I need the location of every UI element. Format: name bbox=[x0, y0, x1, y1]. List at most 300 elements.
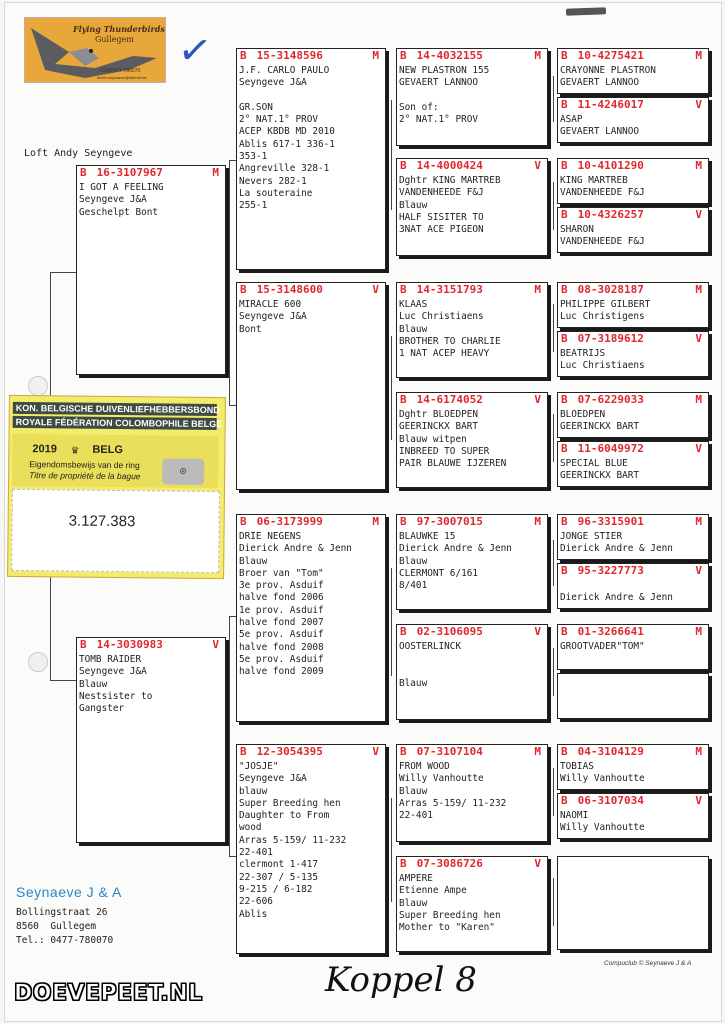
pigeon-box bbox=[396, 48, 548, 146]
pigeon-detail-line: CLERMONT 6/161 bbox=[399, 567, 479, 579]
ring-number bbox=[558, 283, 708, 297]
ring-code: 14-4000424 bbox=[416, 159, 483, 172]
ring-number bbox=[397, 625, 547, 639]
ring-number bbox=[558, 49, 708, 63]
sex-marker: M bbox=[695, 515, 702, 528]
watermark: DOEVEPEET.NL bbox=[14, 981, 203, 1006]
ring-prefix: B bbox=[561, 625, 568, 638]
pigeon-detail-line: SHARON bbox=[560, 224, 594, 235]
pigeon-detail-line: BLOEDPEN bbox=[560, 409, 606, 420]
pigeon-detail-line: 2° NAT.1° PROV bbox=[399, 114, 479, 126]
pigeon-detail-line: halve fond 2007 bbox=[239, 617, 324, 629]
ring-prefix: B bbox=[240, 49, 247, 62]
pigeon-details bbox=[560, 641, 706, 653]
pigeon-detail-line: 22-401 bbox=[239, 847, 273, 859]
pigeon-details bbox=[399, 299, 545, 360]
pigeon-details bbox=[560, 409, 706, 434]
ring-number bbox=[237, 515, 385, 529]
sex-marker: M bbox=[534, 49, 541, 62]
pigeon-detail-line: 5e prov. Asduif bbox=[239, 653, 324, 665]
certificate-country: BELG bbox=[92, 443, 124, 457]
sex-marker: M bbox=[695, 283, 702, 296]
ring-number bbox=[237, 745, 385, 759]
connector-line bbox=[553, 540, 554, 586]
ring-code: 11-6049972 bbox=[577, 442, 644, 455]
pigeon-detail-line: Nestsister to bbox=[79, 690, 153, 702]
sex-marker: M bbox=[695, 159, 702, 172]
ring-prefix: B bbox=[561, 49, 568, 62]
pigeon-detail-line: Blauw bbox=[399, 199, 428, 211]
pigeon-detail-line: KLAAS bbox=[399, 299, 428, 310]
ring-code: 10-4101290 bbox=[577, 159, 644, 172]
connector-line bbox=[553, 648, 554, 696]
ring-number bbox=[558, 442, 708, 456]
pigeon-detail-line: Super Breeding hen bbox=[399, 909, 501, 921]
pigeon-box bbox=[557, 331, 709, 377]
ring-code: 10-4326257 bbox=[577, 208, 644, 221]
pigeon-detail-line bbox=[399, 666, 545, 678]
pigeon-detail-line: clermont 1-417 bbox=[239, 859, 319, 871]
ring-code: 06-3107034 bbox=[577, 794, 644, 807]
pigeon-detail-line: La souteraine bbox=[239, 187, 313, 199]
ring-number bbox=[397, 49, 547, 63]
sex-marker: V bbox=[695, 564, 702, 577]
federation-name-nl: KON. BELGISCHE DUIVENLIEFHEBBERSBOND bbox=[13, 402, 217, 416]
ring-prefix: B bbox=[561, 393, 568, 406]
sex-marker: V bbox=[372, 283, 379, 296]
ring-prefix: B bbox=[561, 564, 568, 577]
pigeon-detail-line: PAIR BLAUWE IJZEREN bbox=[399, 458, 507, 470]
pigeon-box bbox=[557, 441, 709, 487]
pigeon-detail-line: 3NAT ACE PIGEON bbox=[399, 224, 484, 236]
ring-code: 95-3227773 bbox=[577, 564, 644, 577]
pigeon-details bbox=[239, 299, 383, 336]
ring-prefix: B bbox=[561, 332, 568, 345]
ring-code: 07-3086726 bbox=[416, 857, 483, 870]
ring-number bbox=[237, 49, 385, 63]
pigeon-detail-line: Arras 5-159/ 11-232 bbox=[399, 797, 507, 809]
ring-prefix: B bbox=[400, 283, 407, 296]
pigeon-box bbox=[557, 856, 709, 950]
pigeon-detail-line: VANDENHEEDE F&J bbox=[560, 187, 645, 199]
ring-prefix: B bbox=[400, 745, 407, 758]
logo-phone: +32(0)477-780070 bbox=[99, 68, 141, 74]
ring-code: 01-3266641 bbox=[577, 625, 644, 638]
pigeon-details bbox=[79, 654, 223, 715]
pigeon-detail-line: 3e prov. Asduif bbox=[239, 580, 324, 592]
ring-prefix: B bbox=[400, 857, 407, 870]
crown-icon: ♛ bbox=[71, 442, 79, 457]
pigeon-detail-line: J.F. CARLO PAULO bbox=[239, 65, 330, 76]
pigeon-detail-line: Super Breeding hen bbox=[239, 797, 341, 809]
ring-number bbox=[558, 98, 708, 112]
pigeon-detail-line: Blauw bbox=[399, 785, 428, 797]
pigeon-box bbox=[557, 563, 709, 609]
certificate-text-nl: Eigendomsbewijs van de ring bbox=[29, 459, 140, 471]
pigeon-box bbox=[557, 514, 709, 560]
pigeon-detail-line: 22-606 bbox=[239, 896, 273, 908]
pigeon-details bbox=[560, 299, 706, 324]
pigeon-detail-line: Blauw bbox=[239, 555, 268, 567]
pigeon-detail-line: MIRACLE 600 bbox=[239, 299, 302, 310]
ring-code: 14-3030983 bbox=[96, 638, 163, 651]
pigeon-detail-line: 22-307 / 5-135 bbox=[239, 871, 319, 883]
owner-name: Seynaeve J & A bbox=[16, 884, 122, 900]
connector-line bbox=[50, 272, 76, 273]
pigeon-details bbox=[560, 224, 706, 249]
pigeon-detail-line: NEW PLASTRON 155 bbox=[399, 65, 490, 76]
sex-marker: V bbox=[534, 857, 541, 870]
ring-prefix: B bbox=[80, 638, 87, 651]
pigeon-details bbox=[560, 810, 706, 835]
sex-marker: V bbox=[212, 638, 219, 651]
ring-prefix: B bbox=[561, 98, 568, 111]
ring-number bbox=[558, 745, 708, 759]
sex-marker: M bbox=[212, 166, 219, 179]
sex-marker: M bbox=[372, 515, 379, 528]
connector-line bbox=[553, 76, 554, 122]
punch-hole bbox=[28, 376, 48, 396]
ring-code: 07-3107104 bbox=[416, 745, 483, 758]
pigeon-box bbox=[557, 207, 709, 253]
pigeon-detail-line: HALF SISITER TO bbox=[399, 211, 484, 223]
pigeon-box bbox=[76, 165, 226, 375]
ring-code: 07-6229033 bbox=[577, 393, 644, 406]
ring-code: 04-3104129 bbox=[577, 745, 644, 758]
pigeon-detail-line: Dierick Andre & Jenn bbox=[239, 543, 352, 555]
pigeon-detail-line: ACEP KBDB MD 2010 bbox=[239, 126, 335, 138]
punch-hole bbox=[28, 652, 48, 672]
connector-line bbox=[229, 405, 236, 406]
pigeon-detail-line: GEVAERT LANNOO bbox=[560, 77, 640, 89]
pigeon-detail-line: 255-1 bbox=[239, 200, 268, 212]
sex-marker: M bbox=[695, 625, 702, 638]
pigeon-detail-line: KING MARTREB bbox=[560, 175, 628, 186]
connector-line bbox=[229, 160, 230, 405]
pigeon-box bbox=[76, 637, 226, 843]
connector-line bbox=[229, 616, 236, 617]
pigeon-details bbox=[560, 458, 706, 483]
pigeon-detail-line: GEERINCKX BART bbox=[560, 421, 640, 433]
pigeon-detail-line: Seyngeve J&A bbox=[239, 773, 307, 785]
pigeon-box bbox=[557, 793, 709, 839]
ring-prefix: B bbox=[561, 442, 568, 455]
pigeon-detail-line: GROOTVADER"TOM" bbox=[560, 641, 645, 652]
pigeon-box bbox=[236, 282, 386, 490]
sex-marker: V bbox=[534, 159, 541, 172]
pigeon-box bbox=[396, 392, 548, 488]
connector-line bbox=[229, 616, 230, 856]
pigeon-details bbox=[560, 761, 706, 786]
ring-prefix: B bbox=[240, 515, 247, 528]
pigeon-details bbox=[239, 65, 383, 213]
ownership-certificate bbox=[7, 395, 226, 579]
logo-name: Flying Thunderbirds bbox=[73, 24, 165, 34]
pigeon-detail-line: Dierick Andre & Jenn bbox=[399, 543, 512, 555]
pigeon-detail-line: Willy Vanhoutte bbox=[560, 773, 645, 785]
ring-prefix: B bbox=[561, 515, 568, 528]
pigeon-detail-line: GEERINCKX BART bbox=[560, 470, 640, 482]
pigeon-detail-line: Angreville 328-1 bbox=[239, 163, 330, 175]
certificate-number: 3.127.383 bbox=[68, 512, 136, 531]
pigeon-detail-line: Seyngeve J&A bbox=[79, 666, 147, 678]
owner-address: Bollingstraat 26 8560 Gullegem Tel.: 0477-780070 bbox=[16, 907, 114, 946]
sex-marker: V bbox=[534, 625, 541, 638]
sex-marker: V bbox=[695, 332, 702, 345]
connector-line bbox=[553, 304, 554, 352]
connector-line bbox=[391, 100, 392, 210]
pigeon-box bbox=[236, 48, 386, 270]
pigeon-detail-line: BEATRIJS bbox=[560, 348, 606, 359]
pigeon-details bbox=[399, 873, 545, 934]
loft-label: Loft Andy Seyngeve bbox=[24, 148, 133, 159]
pigeon-box bbox=[396, 624, 548, 720]
pigeon-details bbox=[560, 348, 706, 373]
ring-number bbox=[397, 857, 547, 871]
pigeon-detail-line: NAOMI bbox=[560, 810, 589, 821]
pigeon-detail-line: halve fond 2009 bbox=[239, 666, 324, 678]
pigeon-detail-line: Blauw witpen bbox=[399, 433, 467, 445]
pigeon-detail-line: halve fond 2006 bbox=[239, 592, 324, 604]
pigeon-box bbox=[557, 97, 709, 143]
ring-code: 16-3107967 bbox=[96, 166, 163, 179]
ring-code: 14-6174052 bbox=[416, 393, 483, 406]
connector-line bbox=[553, 768, 554, 816]
pigeon-details bbox=[560, 65, 706, 90]
pigeon-box bbox=[557, 392, 709, 438]
pigeon-detail-line: Ablis bbox=[239, 908, 268, 920]
connector-line bbox=[391, 336, 392, 440]
pigeon-detail-line: SPECIAL BLUE bbox=[560, 458, 628, 469]
pigeon-box bbox=[557, 158, 709, 204]
pigeon-detail-line: Blauw bbox=[399, 323, 428, 335]
pigeon-detail-line: blauw bbox=[239, 785, 268, 797]
pigeon-detail-line: Geschelpt Bont bbox=[79, 206, 159, 218]
pigeon-detail-line: Seyngeve J&A bbox=[239, 77, 307, 89]
sex-marker: V bbox=[695, 208, 702, 221]
ring-code: 97-3007015 bbox=[416, 515, 483, 528]
ring-prefix: B bbox=[400, 515, 407, 528]
ring-number bbox=[397, 745, 547, 759]
pigeon-details bbox=[399, 175, 545, 236]
pigeon-detail-line: Broer van "Tom" bbox=[239, 567, 324, 579]
pigeon-detail-line: GEVAERT LANNOO bbox=[399, 77, 479, 89]
ring-number bbox=[397, 283, 547, 297]
pigeon-detail-line: Dierick Andre & Jenn bbox=[560, 592, 673, 604]
pigeon-detail-line: Arras 5-159/ 11-232 bbox=[239, 834, 347, 846]
ring-number bbox=[558, 208, 708, 222]
connector-line bbox=[553, 878, 554, 926]
pigeon-detail-line: 9-215 / 6-182 bbox=[239, 883, 313, 895]
pigeon-details bbox=[239, 531, 383, 679]
sex-marker: V bbox=[372, 745, 379, 758]
pigeon-detail-line: FROM WOOD bbox=[399, 761, 450, 772]
sex-marker: V bbox=[695, 98, 702, 111]
loft-logo bbox=[24, 17, 166, 83]
pigeon-details bbox=[239, 761, 383, 921]
federation-name-fr: ROYALE FÉDÉRATION COLOMBOPHILE BELGE bbox=[13, 416, 217, 430]
pigeon-box bbox=[396, 158, 548, 256]
pigeon-detail-line: Blauw bbox=[399, 897, 428, 909]
ring-code: 15-3148596 bbox=[256, 49, 323, 62]
ring-code: 08-3028187 bbox=[577, 283, 644, 296]
connector-line bbox=[229, 160, 236, 161]
pigeon-detail-line: Dghtr KING MARTREB bbox=[399, 175, 501, 186]
pigeon-detail-line: Luc Christigens bbox=[560, 311, 645, 323]
ring-code: 10-4275421 bbox=[577, 49, 644, 62]
pigeon-detail-line: Blauw bbox=[399, 555, 428, 567]
pigeon-details bbox=[399, 761, 545, 822]
certificate-year: 2019 bbox=[32, 443, 57, 456]
pigeon-detail-line: 5e prov. Asduif bbox=[239, 629, 324, 641]
connector-line bbox=[553, 414, 554, 462]
pigeon-detail-line: Willy Vanhoutte bbox=[560, 822, 645, 834]
pigeon-box bbox=[557, 48, 709, 94]
ring-code: 14-4032155 bbox=[416, 49, 483, 62]
pigeon-detail-line: CRAYONNE PLASTRON bbox=[560, 65, 656, 76]
ring-number bbox=[558, 332, 708, 346]
pigeon-detail-line: VANDENHEEDE F&J bbox=[399, 187, 484, 199]
pigeon-detail-line bbox=[399, 653, 545, 665]
pigeon-detail-line: AMPERE bbox=[399, 873, 433, 884]
sex-marker: V bbox=[695, 442, 702, 455]
pigeon-box bbox=[557, 282, 709, 328]
ring-number bbox=[558, 515, 708, 529]
logo-city: Gullegem bbox=[95, 35, 134, 44]
connector-line bbox=[391, 798, 392, 902]
pigeon-detail-line: GEERINCKX BART bbox=[399, 421, 479, 433]
sex-marker: M bbox=[372, 49, 379, 62]
ring-number bbox=[237, 283, 385, 297]
pigeon-box bbox=[557, 624, 709, 670]
pigeon-details bbox=[399, 531, 545, 592]
ring-code: 96-3315901 bbox=[577, 515, 644, 528]
compuclub-credit: Compuclub © Seynaeve J & A bbox=[604, 960, 692, 967]
pigeon-detail-line: Dghtr BLOEDPEN bbox=[399, 409, 479, 420]
ring-prefix: B bbox=[400, 393, 407, 406]
pigeon-details bbox=[560, 580, 706, 605]
ring-number bbox=[558, 674, 708, 688]
pigeon-box bbox=[557, 744, 709, 790]
ring-prefix: B bbox=[240, 283, 247, 296]
pigeon-box bbox=[236, 514, 386, 722]
pigeon-detail-line: INBREED TO SUPER bbox=[399, 445, 490, 457]
pigeon-box bbox=[557, 673, 709, 719]
pigeon-detail-line: 8/401 bbox=[399, 580, 428, 592]
pigeon-box bbox=[396, 514, 548, 610]
pigeon-detail-line: Blauw bbox=[399, 677, 428, 689]
federation-emblem-icon: ◎ bbox=[162, 458, 204, 484]
ring-code: 12-3054395 bbox=[256, 745, 323, 758]
pigeon-detail-line: Blauw bbox=[79, 678, 108, 690]
pigeon-box bbox=[396, 856, 548, 952]
pigeon-details bbox=[79, 182, 223, 219]
pigeon-box bbox=[396, 744, 548, 842]
certificate-text-fr: Titre de propriété de la bague bbox=[29, 470, 141, 482]
pigeon-detail-line: TOMB RAIDER bbox=[79, 654, 142, 665]
ring-prefix: B bbox=[80, 166, 87, 179]
ring-code: 07-3189612 bbox=[577, 332, 644, 345]
pigeon-detail-line: JONGE STIER bbox=[560, 531, 623, 542]
ring-prefix: B bbox=[561, 283, 568, 296]
pigeon-detail-line: Bont bbox=[239, 323, 262, 335]
pigeon-detail-line: Mother to "Karen" bbox=[399, 922, 495, 934]
pigeon-detail-line bbox=[399, 90, 545, 102]
pigeon-detail-line: BLAUWKE 15 bbox=[399, 531, 456, 542]
pigeon-detail-line: Luc Christiaens bbox=[399, 311, 484, 323]
ring-number bbox=[77, 638, 225, 652]
sex-marker: M bbox=[695, 393, 702, 406]
pigeon-detail-line: TOBIAS bbox=[560, 761, 594, 772]
pigeon-details bbox=[399, 65, 545, 126]
ring-number bbox=[558, 857, 708, 871]
sex-marker: M bbox=[534, 283, 541, 296]
pigeon-detail-line: Dierick Andre & Jenn bbox=[560, 543, 673, 555]
pigeon-detail-line: Nevers 282-1 bbox=[239, 175, 307, 187]
pigeon-detail-line: BROTHER TO CHARLIE bbox=[399, 335, 501, 347]
sex-marker: M bbox=[695, 49, 702, 62]
pigeon-detail-line: halve fond 2008 bbox=[239, 641, 324, 653]
ring-number bbox=[397, 515, 547, 529]
pigeon-detail-line: 353-1 bbox=[239, 151, 268, 163]
pigeon-box bbox=[396, 282, 548, 378]
pigeon-detail-line bbox=[560, 580, 706, 592]
pigeon-detail-line: Daughter to From bbox=[239, 810, 330, 822]
pigeon-detail-line: Son of: bbox=[399, 101, 439, 113]
checkmark-icon: ✓ bbox=[174, 25, 215, 77]
ring-code: 14-3151793 bbox=[416, 283, 483, 296]
pigeon-detail-line: "JOSJE" bbox=[239, 761, 279, 772]
paper-clip bbox=[566, 7, 606, 15]
ring-prefix: B bbox=[240, 745, 247, 758]
logo-email: debie.seynaeve@telenet.be bbox=[97, 75, 147, 80]
sex-marker: V bbox=[695, 794, 702, 807]
ring-prefix: B bbox=[561, 794, 568, 807]
pigeon-details bbox=[399, 409, 545, 470]
pigeon-detail-line: 1e prov. Asduif bbox=[239, 604, 324, 616]
ring-number bbox=[558, 794, 708, 808]
ring-prefix: B bbox=[400, 49, 407, 62]
pigeon-detail-line: 1 NAT ACEP HEAVY bbox=[399, 348, 490, 360]
ring-prefix: B bbox=[561, 159, 568, 172]
sex-marker: M bbox=[695, 745, 702, 758]
pigeon-detail-line: Seyngeve J&A bbox=[239, 311, 307, 323]
pigeon-detail-line: Etienne Ampe bbox=[399, 885, 467, 897]
pigeon-box bbox=[236, 744, 386, 954]
ring-number bbox=[397, 393, 547, 407]
pigeon-detail-line: PHILIPPE GILBERT bbox=[560, 299, 651, 310]
pigeon-details bbox=[399, 641, 545, 690]
pigeon-details bbox=[560, 175, 706, 200]
ring-code: 02-3106095 bbox=[416, 625, 483, 638]
pigeon-detail-line: ASAP bbox=[560, 114, 583, 125]
ring-prefix: B bbox=[400, 159, 407, 172]
sex-marker: M bbox=[534, 515, 541, 528]
ring-prefix: B bbox=[400, 625, 407, 638]
connector-line bbox=[229, 856, 236, 857]
pigeon-detail-line: DRIE NEGENS bbox=[239, 531, 302, 542]
ring-prefix: B bbox=[561, 745, 568, 758]
pigeon-detail-line: I GOT A FEELING bbox=[79, 182, 164, 193]
ring-number bbox=[77, 166, 225, 180]
ring-number bbox=[558, 393, 708, 407]
pigeon-detail-line: Luc Christiaens bbox=[560, 360, 645, 372]
pigeon-details bbox=[560, 114, 706, 139]
ring-number bbox=[397, 159, 547, 173]
ring-code: 11-4246017 bbox=[577, 98, 644, 111]
connector-line bbox=[50, 680, 76, 681]
sex-marker: V bbox=[534, 393, 541, 406]
